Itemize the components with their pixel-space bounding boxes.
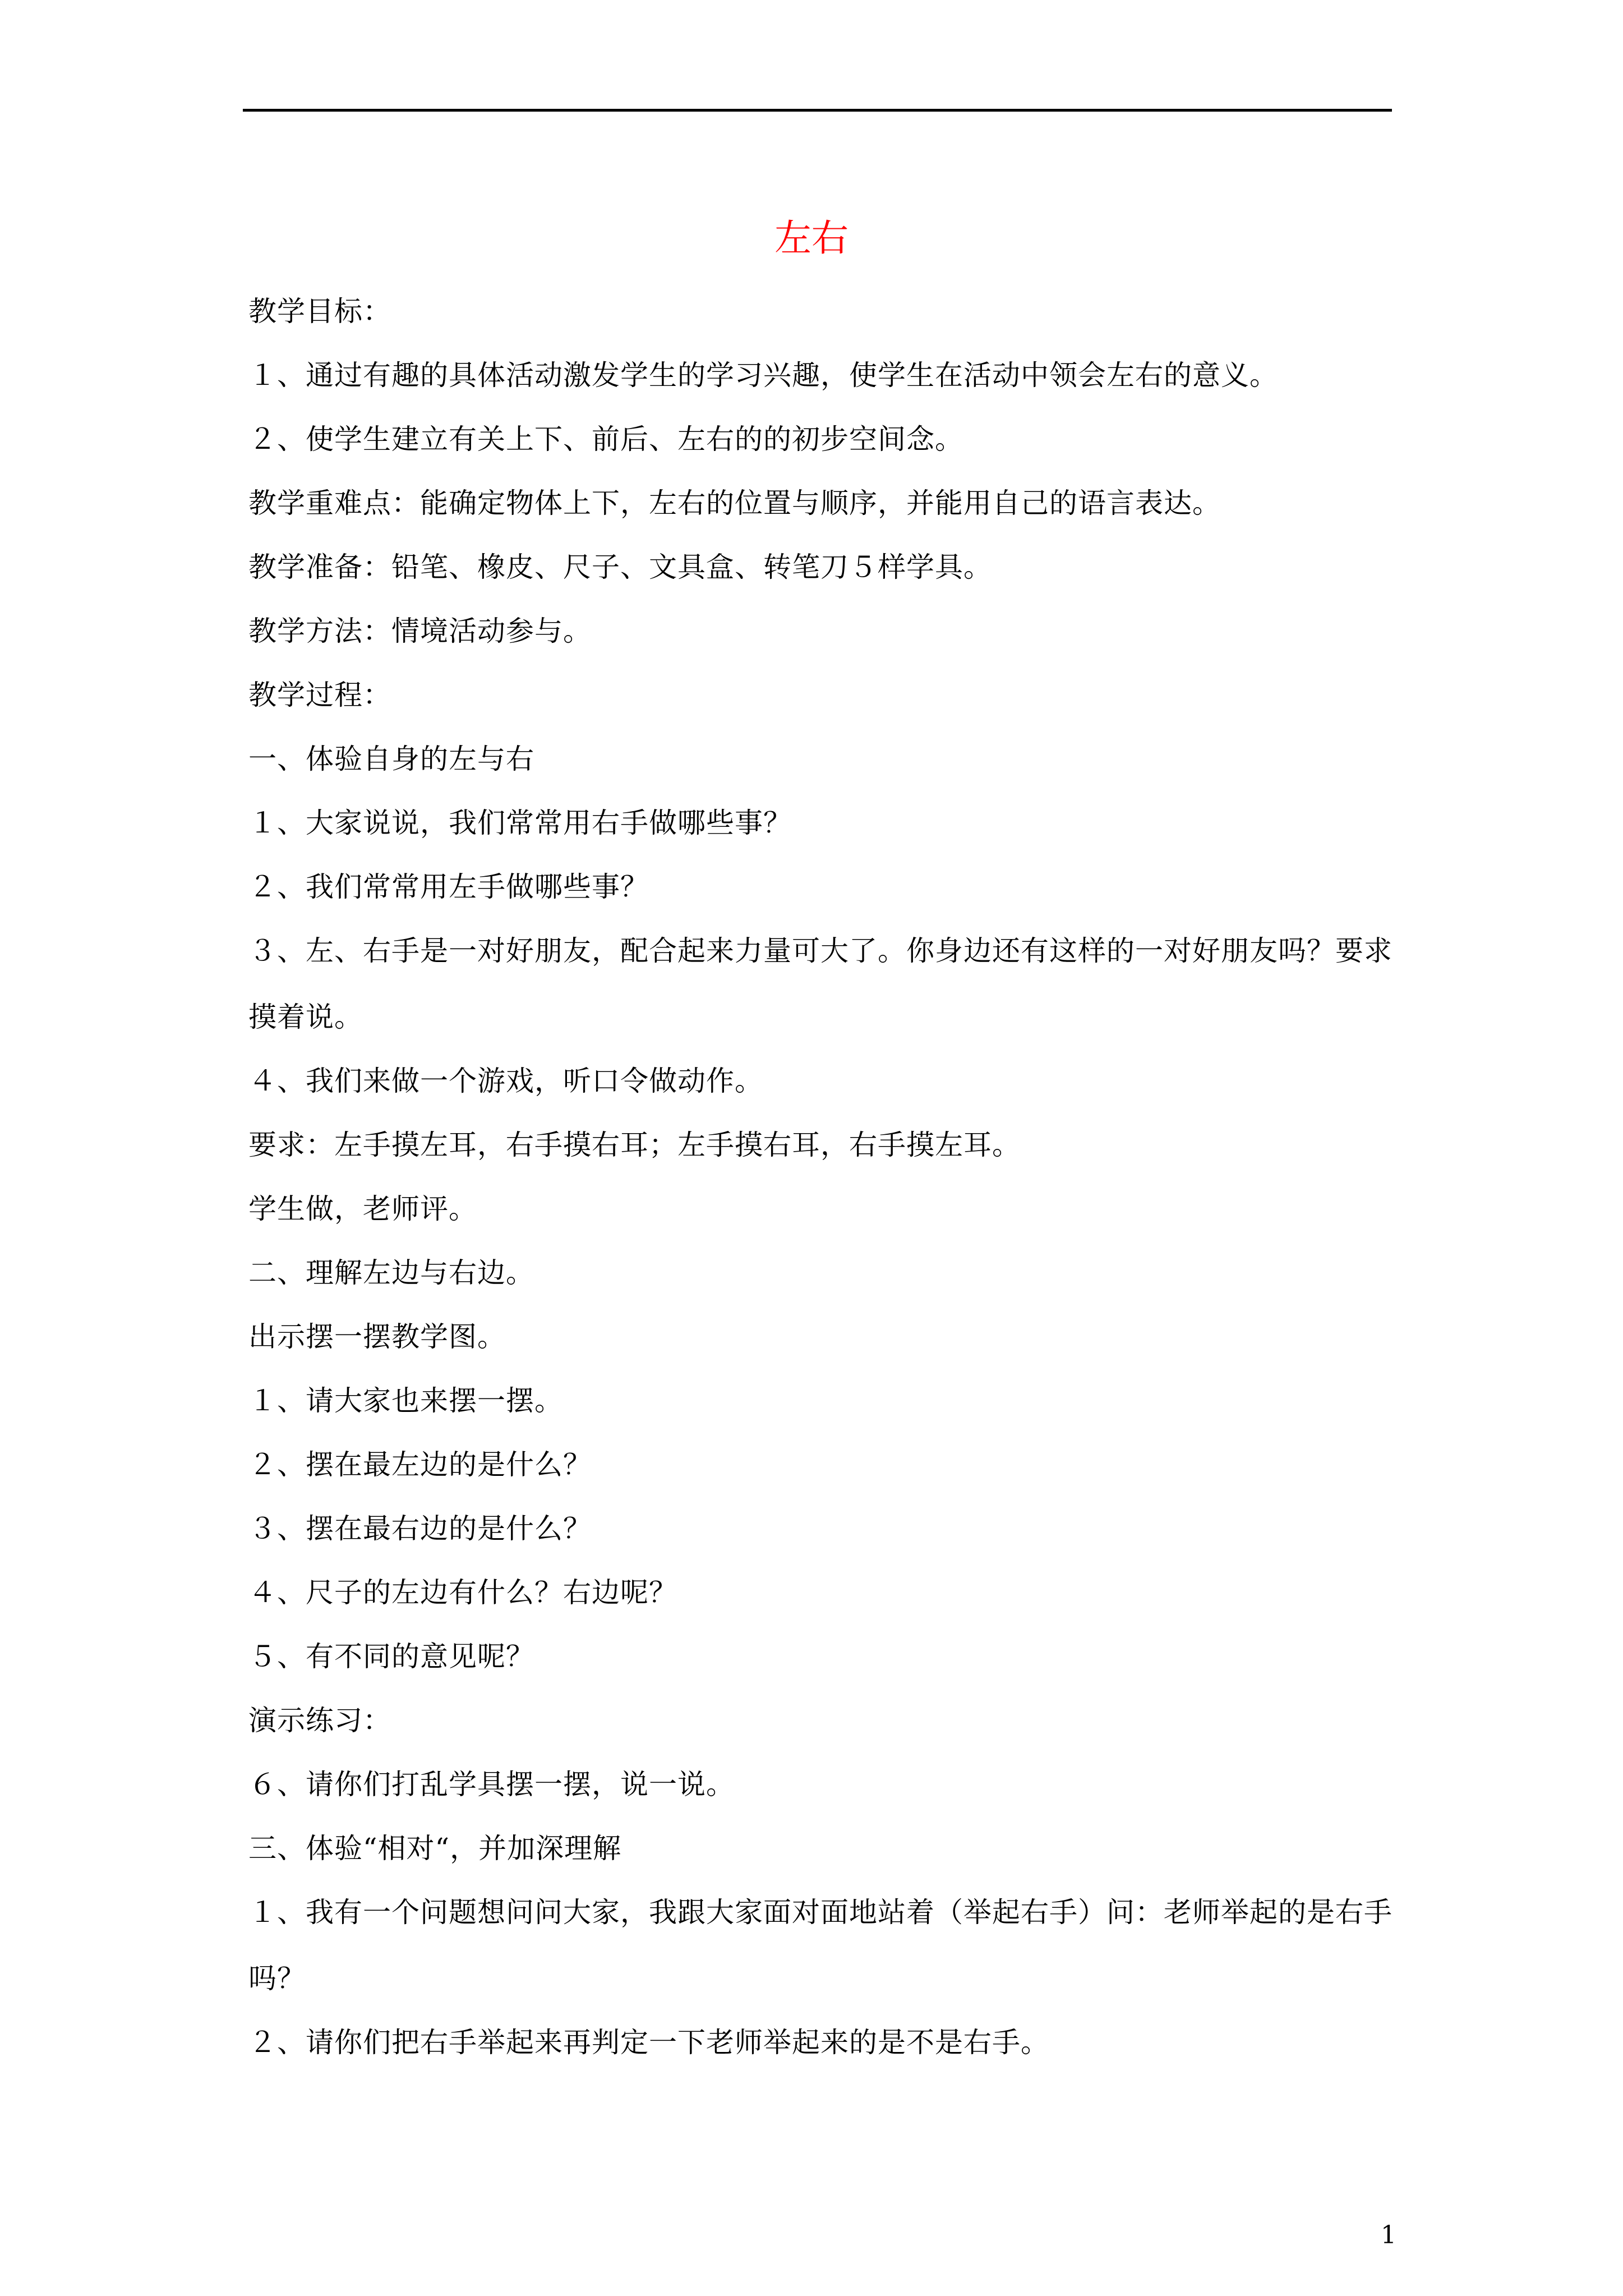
document-body	[248, 295, 1393, 2090]
paragraph-section-1-item-3: ３、左、右手是一对好朋友，配合起来力量可大了。你身边还有这样的一对好朋友吗？要求摸着说。	[248, 935, 1393, 1033]
page-number: 1	[1381, 2221, 1396, 2249]
paragraph-section-2-item-2: ２、摆在最左边的是什么？	[248, 1448, 592, 1481]
paragraph-section-2-item-4: ４、尺子的左边有什么？右边呢？	[248, 1576, 677, 1609]
paragraph-section-3-item-1: １、我有一个问题想问问大家，我跟大家面对面地站着（举起右手）问：老师举起的是右手吗？	[248, 1896, 1393, 1995]
paragraph-objective-2: ２、使学生建立有关上下、前后、左右的的初步空间念。	[248, 423, 963, 455]
paragraph-section-1-heading: 一、体验自身的左与右	[248, 743, 534, 775]
paragraph-section-2-item-6: ６、请你们打乱学具摆一摆，说一说。	[248, 1768, 735, 1801]
paragraph-section-1-activity: 学生做，老师评。	[248, 1193, 477, 1225]
paragraph-objectives-heading: 教学目标：	[248, 295, 391, 328]
paragraph-section-1-item-2: ２、我们常常用左手做哪些事？	[248, 871, 649, 903]
paragraph-key-points: 教学重难点：能确定物体上下，左右的位置与顺序，并能用自己的语言表达。	[248, 487, 1221, 519]
paragraph-section-2-show-figure: 出示摆一摆教学图。	[248, 1320, 506, 1353]
paragraph-process-heading: 教学过程：	[248, 679, 391, 711]
paragraph-demo-practice: 演示练习：	[248, 1704, 391, 1737]
paragraph-method: 教学方法：情境活动参与。	[248, 615, 592, 647]
header-rule	[243, 109, 1392, 112]
paragraph-section-1-requirement: 要求：左手摸左耳，右手摸右耳；左手摸右耳，右手摸左耳。	[248, 1129, 1021, 1161]
paragraph-section-2-item-3: ３、摆在最右边的是什么？	[248, 1512, 592, 1545]
paragraph-section-1-item-1: １、大家说说，我们常常用右手做哪些事？	[248, 807, 792, 839]
paragraph-section-1-item-4: ４、我们来做一个游戏，听口令做动作。	[248, 1065, 763, 1097]
paragraph-section-3-heading: 三、体验“相对“，并加深理解	[248, 1832, 622, 1865]
document-title: 左右	[774, 217, 849, 260]
paragraph-section-2-item-1: １、请大家也来摆一摆。	[248, 1384, 563, 1417]
paragraph-preparation: 教学准备：铅笔、橡皮、尺子、文具盒、转笔刀５样学具。	[248, 551, 992, 583]
paragraph-objective-1: １、通过有趣的具体活动激发学生的学习兴趣，使学生在活动中领会左右的意义。	[248, 359, 1278, 392]
paragraph-section-2-heading: 二、理解左边与右边。	[248, 1257, 534, 1289]
paragraph-section-2-item-5: ５、有不同的意见呢？	[248, 1640, 534, 1673]
paragraph-section-3-item-2: ２、请你们把右手举起来再判定一下老师举起来的是不是右手。	[248, 2026, 1049, 2059]
